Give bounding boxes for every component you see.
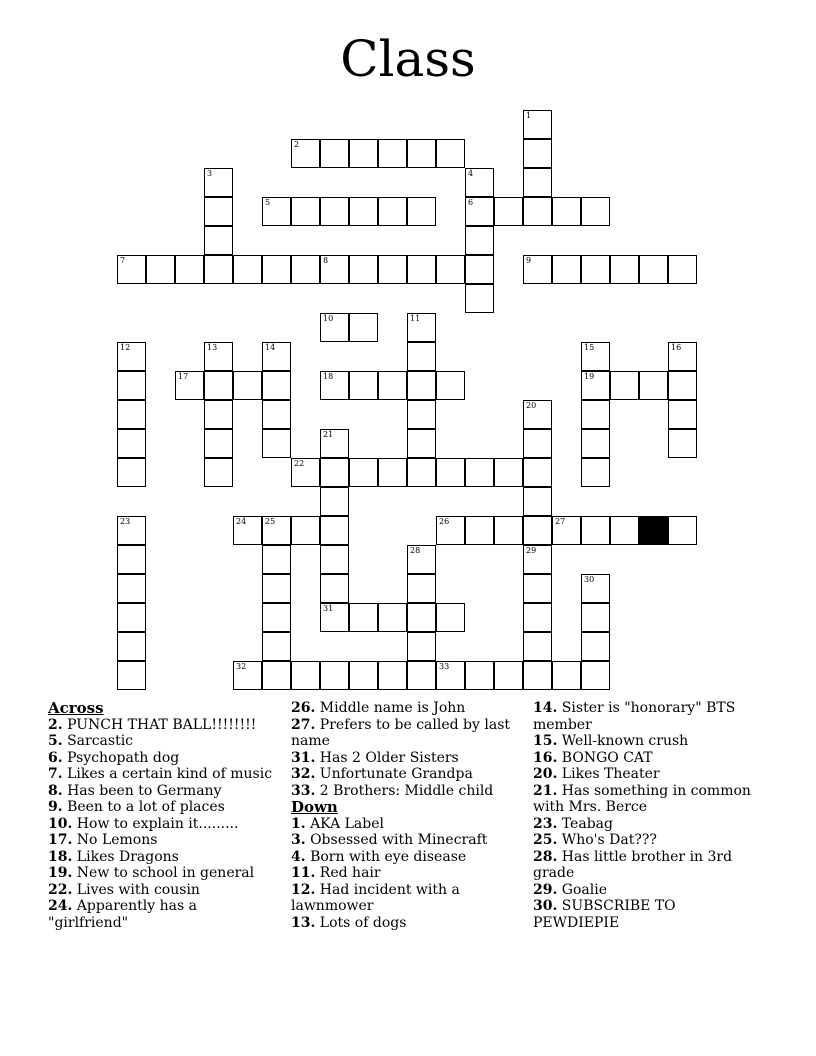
grid-cell[interactable] [581,632,610,661]
grid-cell[interactable] [320,197,349,226]
clue-number: 5. [48,733,63,749]
clue-number-label: 12 [120,343,131,352]
down-clue [533,750,763,767]
clue-text: Obsessed with Minecraft [305,832,488,848]
grid-cell[interactable] [523,255,552,284]
grid-cell[interactable] [117,632,146,661]
grid-cell[interactable] [291,197,320,226]
clues-column-1 [48,700,278,931]
grid-cell[interactable] [465,197,494,226]
grid-cell[interactable] [494,661,523,690]
clue-number-label: 7 [120,256,126,265]
grid-cell[interactable] [175,371,204,400]
clue-number-label: 24 [236,517,247,526]
across-clue [48,750,278,767]
grid-cell[interactable] [523,574,552,603]
grid-cell[interactable] [407,342,436,371]
clue-number-label: 29 [526,546,537,555]
grid-cell[interactable] [407,313,436,342]
down-clue [291,865,521,882]
grid-cell[interactable] [668,400,697,429]
grid-cell[interactable] [349,139,378,168]
grid-cell[interactable] [436,516,465,545]
clue-text: PUNCH THAT BALL!!!!!!!! [62,716,257,733]
clue-number: 3. [291,832,306,848]
clue-text: Psychopath dog [62,749,180,766]
grid-cell[interactable] [320,429,349,458]
across-heading: Across [48,699,104,717]
clue-number: 27. [291,716,316,733]
down-clue [291,832,521,849]
clue-number: 14. [533,700,558,716]
clue-number: 21. [533,782,558,799]
grid-cell[interactable] [639,255,668,284]
across-clue [291,750,521,767]
grid-cell[interactable] [378,197,407,226]
grid-cell[interactable] [523,661,552,690]
across-clue [48,882,278,899]
grid-cell[interactable] [117,371,146,400]
grid-cell[interactable] [668,371,697,400]
clue-number: 24. [48,898,73,914]
grid-cell[interactable] [349,313,378,342]
grid-cell[interactable] [465,255,494,284]
across-clue [291,766,521,783]
grid-cell[interactable] [465,226,494,255]
clue-number: 17. [48,832,73,848]
clue-number: 31. [291,749,316,766]
grid-cell[interactable] [523,139,552,168]
clue-number-label: 21 [323,430,334,439]
grid-cell[interactable] [436,371,465,400]
clue-text: Teabag [557,815,613,832]
across-clue [48,799,278,816]
grid-cell[interactable] [668,429,697,458]
grid-cell[interactable] [349,371,378,400]
grid-cell[interactable] [262,632,291,661]
across-clue [48,898,278,931]
clue-text: Lives with cousin [72,881,200,898]
grid-cell[interactable] [378,139,407,168]
clue-number: 11. [291,865,316,881]
grid-cell[interactable] [407,458,436,487]
clue-text: Goalie [557,881,608,898]
grid-cell[interactable] [204,197,233,226]
across-clue [291,717,521,750]
clue-text: Born with eye disease [305,848,467,865]
clue-number: 15. [533,733,558,749]
clue-number-label: 16 [671,343,682,352]
grid-cell[interactable] [204,342,233,371]
clue-number: 20. [533,766,558,782]
clue-number: 13. [291,914,316,931]
grid-cell[interactable] [581,429,610,458]
grid-cell[interactable] [204,400,233,429]
grid-cell[interactable] [117,661,146,690]
clue-text: AKA Label [305,815,385,832]
clue-text: How to explain it......... [72,815,239,832]
grid-cell[interactable] [523,168,552,197]
grid-cell[interactable] [581,603,610,632]
grid-cell[interactable] [465,284,494,313]
clue-text: No Lemons [72,832,158,848]
grid-cell[interactable] [262,545,291,574]
grid-cell[interactable] [262,603,291,632]
clue-text: Likes Theater [557,766,660,782]
grid-cell[interactable] [204,429,233,458]
clue-number-label: 32 [236,662,247,671]
clue-number-label: 25 [265,517,276,526]
grid-cell[interactable] [523,110,552,139]
puzzle-title: Class [340,30,476,88]
grid-cell[interactable] [291,255,320,284]
down-clue [533,700,763,733]
grid-cell[interactable] [320,458,349,487]
grid-cell[interactable] [175,255,204,284]
grid-cell[interactable] [349,661,378,690]
clue-number: 25. [533,832,558,848]
grid-cell[interactable] [320,371,349,400]
grid-cell[interactable] [117,255,146,284]
grid-cell[interactable] [668,255,697,284]
clue-number: 16. [533,749,558,766]
grid-cell[interactable] [523,458,552,487]
grid-cell[interactable] [523,429,552,458]
grid-cell[interactable] [320,255,349,284]
grid-cell[interactable] [320,545,349,574]
grid-cell[interactable] [378,458,407,487]
grid-cell[interactable] [552,516,581,545]
clue-number-label: 1 [526,111,532,120]
grid-cell[interactable] [581,400,610,429]
grid-cell[interactable] [320,139,349,168]
across-clue [48,849,278,866]
clue-text: Likes Dragons [72,848,179,865]
grid-cell[interactable] [523,632,552,661]
down-clue [291,849,521,866]
grid-cell[interactable] [407,371,436,400]
down-clue [291,915,521,932]
grid-cell[interactable] [407,197,436,226]
grid-cell[interactable] [407,632,436,661]
grid-cell[interactable] [146,255,175,284]
grid-cell[interactable] [465,458,494,487]
grid-cell[interactable] [320,313,349,342]
grid-cell[interactable] [349,603,378,632]
clue-number-label: 27 [555,517,566,526]
grid-cell[interactable] [378,371,407,400]
clue-number-label: 4 [468,169,474,178]
clue-text: Middle name is John [315,700,466,716]
grid-cell[interactable] [349,255,378,284]
grid-cell[interactable] [407,429,436,458]
across-clue [48,816,278,833]
clue-text: Has something in common with Mrs. Berce [533,782,751,815]
grid-cell[interactable] [465,168,494,197]
grid-cell[interactable] [320,516,349,545]
grid-cell[interactable] [523,516,552,545]
clue-number: 19. [48,865,73,881]
clue-text: Apparently has a "girlfriend" [48,898,197,931]
clue-number-label: 11 [410,314,421,323]
grid-cell[interactable] [581,197,610,226]
clue-number-label: 8 [323,256,329,265]
grid-cell[interactable] [581,661,610,690]
grid-cell[interactable] [262,255,291,284]
clue-number: 12. [291,881,316,898]
grid-cell[interactable] [436,255,465,284]
grid-cell[interactable] [407,400,436,429]
grid-cell[interactable] [262,574,291,603]
clue-number: 28. [533,848,558,865]
clue-number: 30. [533,898,558,914]
clue-number-label: 9 [526,256,532,265]
across-clue [48,865,278,882]
grid-cell[interactable] [436,603,465,632]
down-clue [533,816,763,833]
clue-text: BONGO CAT [557,749,653,766]
grid-cell[interactable] [407,545,436,574]
grid-cell[interactable] [407,603,436,632]
clue-text: Well-known crush [557,733,689,749]
clue-number: 32. [291,766,316,782]
grid-cell[interactable] [291,516,320,545]
grid-cell[interactable] [320,603,349,632]
down-clue [291,816,521,833]
grid-cell[interactable] [262,400,291,429]
clue-number-label: 3 [207,169,213,178]
clue-text: Had incident with a lawnmower [291,881,460,914]
grid-cell[interactable] [581,574,610,603]
clue-text: SUBSCRIBE TO PEWDIEPIE [533,898,676,931]
grid-cell[interactable] [233,516,262,545]
clue-number-label: 31 [323,604,334,613]
grid-cell[interactable] [581,255,610,284]
clue-number-label: 2 [294,140,300,149]
down-clue [533,783,763,816]
clue-number-label: 13 [207,343,218,352]
grid-cell[interactable] [204,255,233,284]
grid-cell[interactable] [523,545,552,574]
grid-cell[interactable] [204,371,233,400]
grid-cell[interactable] [233,371,262,400]
grid-cell[interactable] [117,458,146,487]
grid-cell[interactable] [117,603,146,632]
grid-cell[interactable] [233,661,262,690]
clue-number: 22. [48,881,73,898]
grid-cell[interactable] [407,139,436,168]
clue-text: Has little brother in 3rd grade [533,848,733,881]
clue-number-label: 6 [468,198,474,207]
grid-cell[interactable] [407,661,436,690]
grid-cell[interactable] [523,400,552,429]
grid-cell[interactable] [233,255,262,284]
grid-cell[interactable] [117,429,146,458]
grid-cell[interactable] [436,139,465,168]
clue-text: Has been to Germany [62,782,222,799]
grid-cell[interactable] [610,516,639,545]
grid-cell[interactable] [291,661,320,690]
across-clue [48,783,278,800]
clue-number-label: 33 [439,662,450,671]
down-clue [291,882,521,915]
clues-column-2 [291,700,521,931]
grid-cell[interactable] [378,255,407,284]
grid-cell[interactable] [581,458,610,487]
clue-text: 2 Brothers: Middle child [315,782,494,799]
grid-cell[interactable] [494,516,523,545]
clue-text: Red hair [315,865,381,881]
down-clue [533,832,763,849]
clue-number: 8. [48,782,63,799]
grid-cell[interactable] [117,545,146,574]
clue-text: Sister is "honorary" BTS member [533,700,736,733]
across-clue [48,832,278,849]
across-clue [291,700,521,717]
grid-cell[interactable] [552,661,581,690]
grid-cell[interactable] [552,197,581,226]
grid-cell[interactable] [262,516,291,545]
clue-number: 7. [48,766,63,782]
clue-number: 26. [291,700,316,716]
clue-number: 2. [48,716,63,733]
down-heading: Down [291,798,338,816]
across-clue [48,717,278,734]
clue-number: 18. [48,848,73,865]
clue-number: 23. [533,815,558,832]
grid-cell[interactable] [262,661,291,690]
grid-cell[interactable] [262,197,291,226]
grid-cell[interactable] [262,342,291,371]
grid-cell[interactable] [378,603,407,632]
down-clue [533,849,763,882]
grid-cell[interactable] [407,574,436,603]
clue-text: Been to a lot of places [62,799,225,815]
grid-cell[interactable] [320,574,349,603]
clue-number-label: 23 [120,517,131,526]
grid-cell[interactable] [552,255,581,284]
down-clue [533,766,763,783]
across-clue [291,783,521,800]
grid-cell[interactable] [117,400,146,429]
clue-number-label: 28 [410,546,421,555]
grid-cell[interactable] [407,255,436,284]
grid-cell[interactable] [117,516,146,545]
grid-cell[interactable] [465,661,494,690]
clue-text: Who's Dat??? [557,832,657,848]
grid-cell[interactable] [320,661,349,690]
clue-number: 33. [291,782,316,799]
clue-number-label: 15 [584,343,595,352]
grid-cell[interactable] [465,516,494,545]
grid-cell[interactable] [204,226,233,255]
clue-number-label: 17 [178,372,189,381]
clue-text: Unfortunate Grandpa [315,766,473,782]
grid-cell[interactable] [262,429,291,458]
grid-cell[interactable] [204,458,233,487]
clue-number-label: 22 [294,459,305,468]
grid-cell[interactable] [436,661,465,690]
grid-cell[interactable] [378,661,407,690]
grid-cell[interactable] [523,487,552,516]
clue-number: 6. [48,749,63,766]
grid-cell[interactable] [581,371,610,400]
clue-text: Lots of dogs [315,914,407,931]
clue-number: 4. [291,848,306,865]
down-clue [533,898,763,931]
clue-number-label: 10 [323,314,334,323]
clue-number-label: 19 [584,372,595,381]
grid-cell[interactable] [494,458,523,487]
grid-cell[interactable] [117,342,146,371]
across-clue [48,733,278,750]
grid-cell[interactable] [291,139,320,168]
across-clue [48,766,278,783]
clue-number: 29. [533,881,558,898]
clue-number-label: 14 [265,343,276,352]
grid-cell[interactable] [610,255,639,284]
clue-number: 1. [291,815,306,832]
grid-cell[interactable] [523,603,552,632]
grid-cell[interactable] [523,197,552,226]
grid-cell[interactable] [581,342,610,371]
clues-column-3 [533,700,763,931]
clue-number: 9. [48,799,63,815]
clue-text: New to school in general [72,865,255,881]
black-square [639,516,668,545]
down-clue [533,882,763,899]
grid-cell[interactable] [320,487,349,516]
clue-number-label: 18 [323,372,334,381]
clue-number: 10. [48,815,73,832]
grid-cell[interactable] [291,458,320,487]
grid-cell[interactable] [262,371,291,400]
down-clue [533,733,763,750]
grid-cell[interactable] [668,342,697,371]
grid-cell[interactable] [349,458,378,487]
clue-number-label: 5 [265,198,271,207]
clue-text: Prefers to be called by last name [291,716,510,749]
grid-cell[interactable] [204,168,233,197]
clue-text: Likes a certain kind of music [62,766,273,782]
grid-cell[interactable] [668,516,697,545]
grid-cell[interactable] [610,371,639,400]
clue-text: Sarcastic [62,733,134,749]
clue-number-label: 26 [439,517,450,526]
grid-cell[interactable] [581,516,610,545]
clue-number-label: 30 [584,575,595,584]
grid-cell[interactable] [494,197,523,226]
grid-cell[interactable] [117,574,146,603]
clue-text: Has 2 Older Sisters [315,749,459,766]
grid-cell[interactable] [639,371,668,400]
grid-cell[interactable] [349,197,378,226]
clue-number-label: 20 [526,401,537,410]
grid-cell[interactable] [436,458,465,487]
